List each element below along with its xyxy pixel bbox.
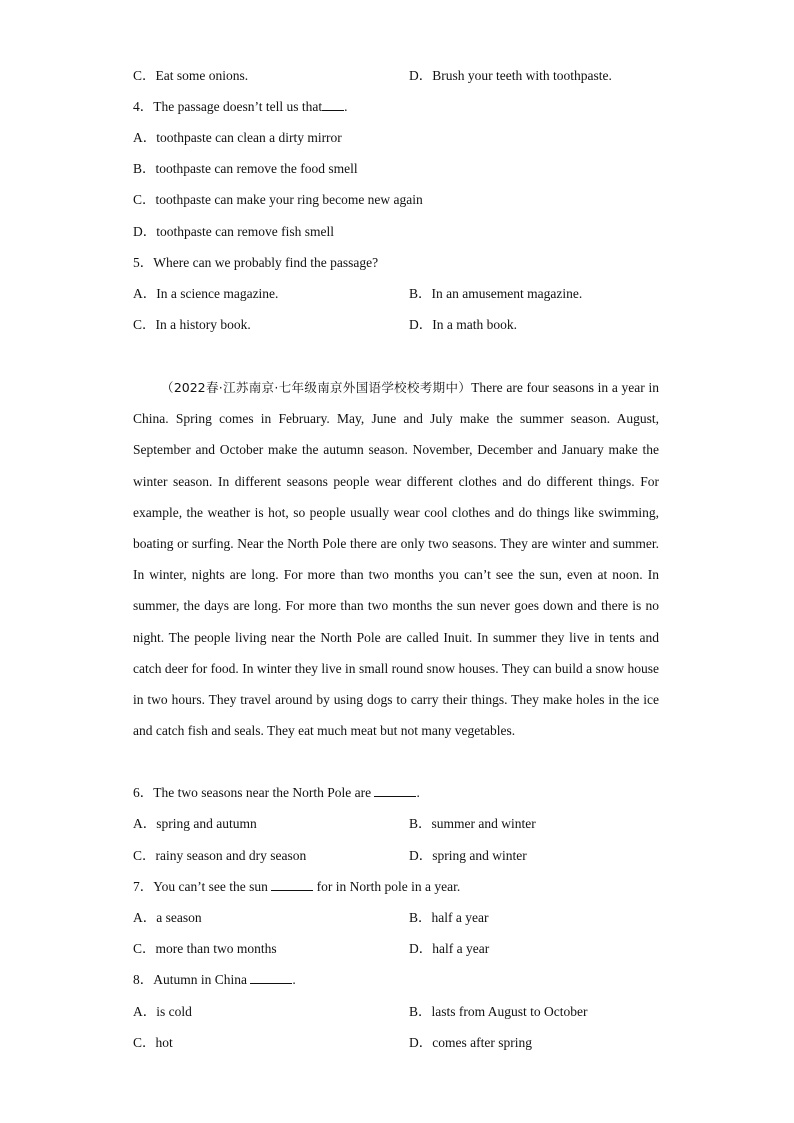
q4-stem-end: .: [344, 99, 348, 114]
q8-option-b: B．lasts from August to October: [409, 1004, 588, 1019]
q3-option-d: D．Brush your teeth with toothpaste.: [409, 68, 612, 83]
q7-stem-end: for in North pole in a year.: [316, 879, 461, 894]
q6-option-a: A．spring and autumn: [133, 816, 257, 831]
passage-source: （2022春·江苏南京·七年级南京外国语学校校考期中）: [161, 380, 472, 395]
q5-option-a: A．In a science magazine.: [133, 286, 279, 301]
q4-stem: [133, 98, 347, 116]
q3-option-c: C．Eat some onions.: [133, 68, 249, 83]
q8-stem-end: .: [292, 972, 296, 987]
q8-option-a: A．is cold: [133, 1004, 192, 1019]
q4-option-c: C．toothpaste can make your ring become new again: [133, 192, 423, 207]
q7-option-a: A．a season: [133, 910, 202, 925]
q7-stem: [133, 878, 460, 896]
q5-stem: 5．Where can we probably find the passage?: [133, 255, 379, 270]
q6-option-d: D．spring and winter: [409, 848, 527, 863]
q8-option-d: D．comes after spring: [409, 1035, 532, 1050]
q4-option-d: D．toothpaste can remove fish smell: [133, 224, 334, 239]
passage-indent: [133, 380, 161, 395]
reading-passage: [133, 372, 659, 746]
answer-blank: [271, 878, 313, 891]
q5-option-b: B．In an amusement magazine.: [409, 286, 583, 301]
answer-blank: [374, 784, 416, 797]
q6-stem-text: 6．The two seasons near the North Pole are: [133, 785, 372, 800]
q6-option-b: B．summer and winter: [409, 816, 536, 831]
q6-stem-end: .: [416, 785, 420, 800]
q4-option-b: B．toothpaste can remove the food smell: [133, 161, 358, 176]
q6-stem: [133, 784, 420, 802]
answer-blank: [322, 98, 344, 111]
q4-stem-text: 4．The passage doesn’t tell us that: [133, 99, 323, 114]
q7-option-d: D．half a year: [409, 941, 490, 956]
q7-option-b: B．half a year: [409, 910, 489, 925]
q8-option-c: C．hot: [133, 1035, 173, 1050]
passage-text: There are four seasons in a year in China. Spring comes in February. May, June and July make the summer season. August, September and October make the autumn season. November, December and January make the winter season. In different seasons people wear different clothes and do different things. For example, the weather is hot, so people usually wear cool clothes and do things like swimming, boating or surfing. Near the North Pole there are only two seasons. They are winter and summer. In winter, nights are long. For more than two months you can’t see the sun, even at noon. In summer, the days are long. For more than two months the sun never goes down and there is no night. The people living near the North Pole are called Inuit. In summer they live in tents and catch deer for food. In winter they live in small round snow houses. They can build a snow house in two hours. They travel around by using dogs to carry their things. They make holes in the ice and catch fish and seals. They eat much meat but not many vegetables.: [133, 380, 659, 739]
q8-stem-text: 8．Autumn in China: [133, 972, 247, 987]
q5-option-d: D．In a math book.: [409, 317, 517, 332]
q6-option-c: C．rainy season and dry season: [133, 848, 307, 863]
q8-stem: [133, 971, 296, 989]
answer-blank: [250, 971, 292, 984]
q7-stem-text: 7．You can’t see the sun: [133, 879, 268, 894]
q5-option-c: C．In a history book.: [133, 317, 251, 332]
q4-option-a: A．toothpaste can clean a dirty mirror: [133, 130, 342, 145]
q7-option-c: C．more than two months: [133, 941, 277, 956]
